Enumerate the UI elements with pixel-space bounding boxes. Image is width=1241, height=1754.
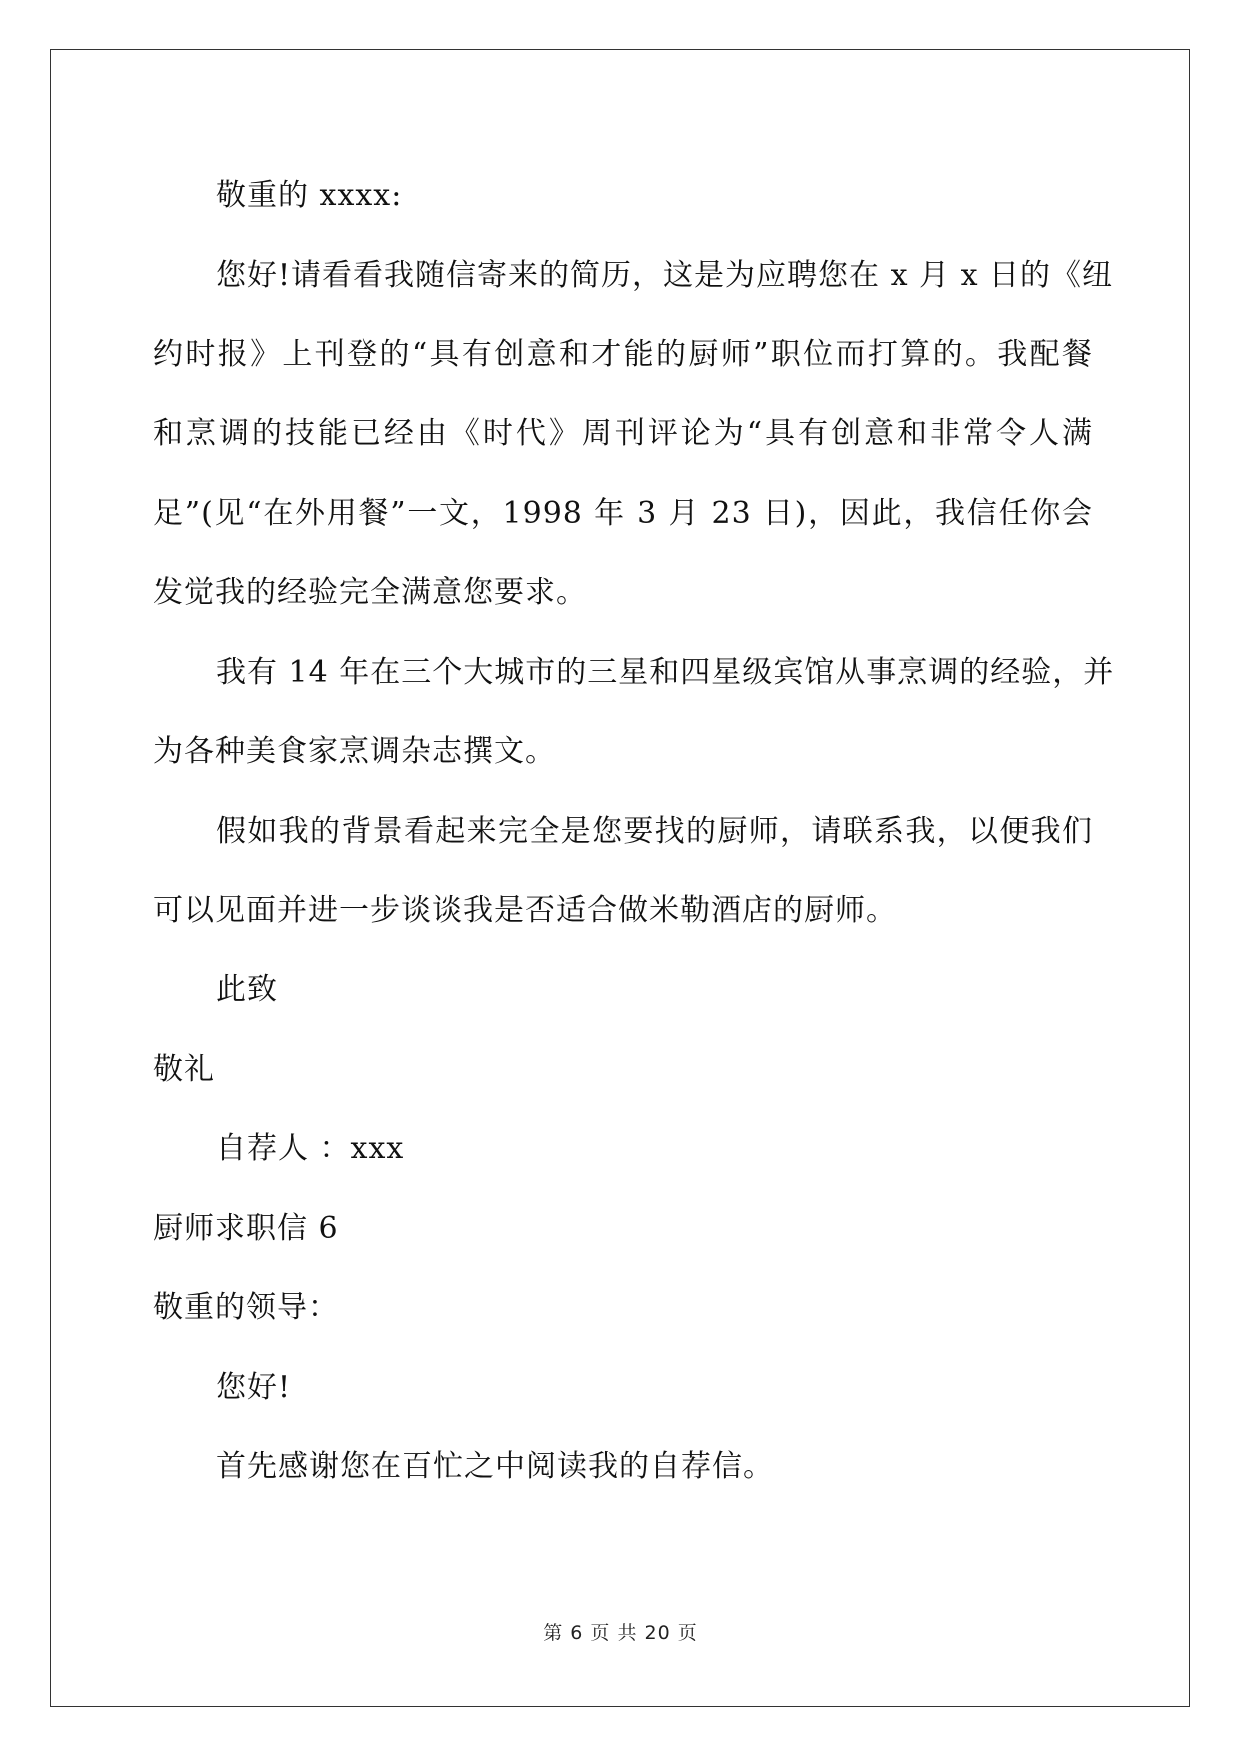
paragraph-1-line-5: 发觉我的经验完全满意您要求。	[153, 575, 587, 610]
paragraph-4-line-1: 首先感谢您在百忙之中阅读我的自荐信。	[216, 1449, 774, 1484]
salutation-line: 敬重的 xxxx:	[216, 178, 403, 213]
regards-line: 敬礼	[153, 1052, 215, 1087]
signature-line: 自荐人 ：xxx	[216, 1131, 405, 1166]
salutation-line-2: 敬重的领导：	[153, 1290, 339, 1325]
paragraph-1-line-4: 足”(见“在外用餐”一文，1998 年 3 月 23 日)，因此，我信任你会	[153, 496, 1093, 531]
paragraph-1-line-1: 您好!请看看我随信寄来的简历，这是为应聘您在 x 月 x 日的《纽	[216, 258, 1114, 293]
page-footer: 第 6 页 共 20 页	[543, 1622, 698, 1644]
greeting-line: 您好!	[216, 1370, 292, 1405]
paragraph-3-line-2: 可以见面并进一步谈谈我是否适合做米勒酒店的厨师。	[153, 893, 897, 928]
section-title: 厨师求职信 6	[153, 1211, 339, 1246]
paragraph-1-line-3: 和烹调的技能已经由《时代》周刊评论为“具有创意和非常令人满	[153, 416, 1093, 451]
paragraph-2-line-2: 为各种美食家烹调杂志撰文。	[153, 734, 556, 769]
closing-line: 此致	[216, 972, 278, 1007]
paragraph-1-line-2: 约时报》上刊登的“具有创意和才能的厨师”职位而打算的。我配餐	[153, 337, 1093, 372]
paragraph-2-line-1: 我有 14 年在三个大城市的三星和四星级宾馆从事烹调的经验，并	[216, 655, 1115, 690]
paragraph-3-line-1: 假如我的背景看起来完全是您要找的厨师，请联系我，以便我们	[216, 814, 1093, 849]
